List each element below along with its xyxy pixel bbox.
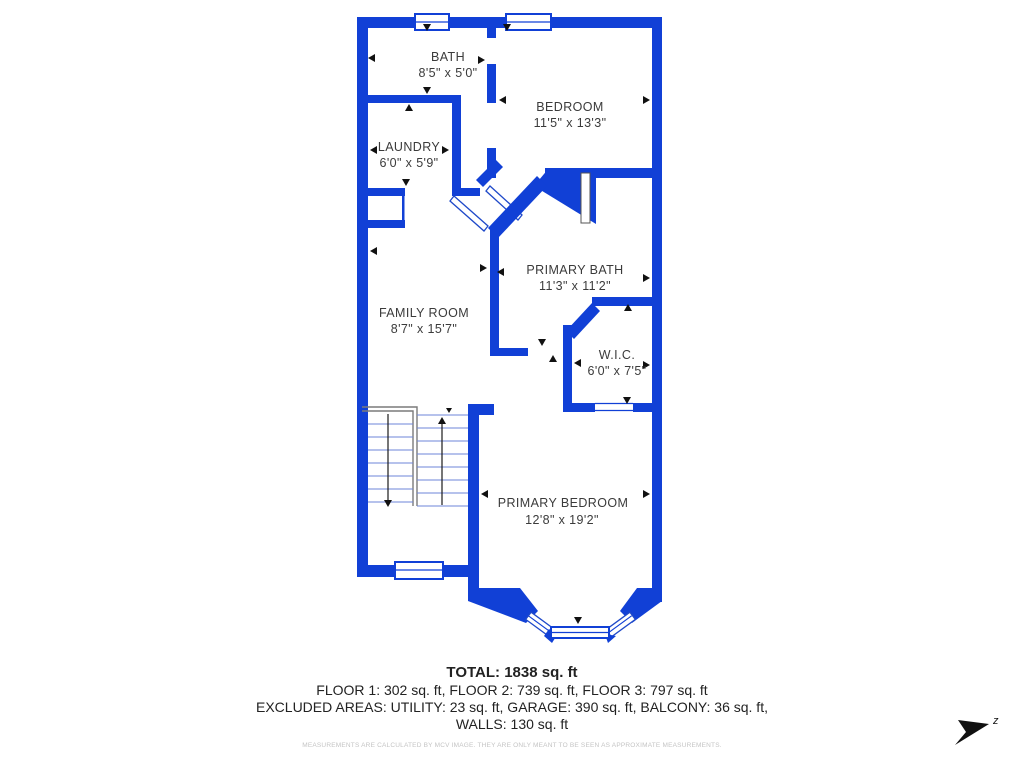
wic-door-opening [595, 402, 633, 413]
room-dims-laundry: 6'0" x 5'9" [379, 156, 439, 170]
stair-treads [368, 415, 468, 506]
room-dims-primary-bedroom: 12'8" x 19'2" [525, 513, 599, 527]
floor-areas-text: FLOOR 1: 302 sq. ft, FLOOR 2: 739 sq. ft, FLOOR 3: 797 sq. ft [316, 682, 708, 698]
wall-wic-bottom-right [633, 403, 652, 412]
wall-closet-thin [402, 196, 405, 220]
room-label-bedroom: BEDROOM [536, 100, 604, 114]
shower-door [581, 173, 590, 223]
wall-closet-bottom [357, 220, 405, 228]
wall-primary-bath-bottom [490, 348, 528, 356]
room-label-primary-bedroom: PRIMARY BEDROOM [497, 496, 629, 510]
area-summary [0, 664, 1024, 749]
excluded-areas-text: EXCLUDED AREAS: UTILITY: 23 sq. ft, GARAGE: 390 sq. ft, BALCONY: 36 sq. ft, [256, 699, 768, 715]
wall-wic-left [563, 325, 572, 410]
total-area-text: TOTAL: 1838 sq. ft [446, 664, 578, 681]
wall-bath-bottom [357, 95, 461, 103]
room-label-family-room: FAMILY ROOM [378, 306, 470, 320]
bay-window [468, 588, 662, 643]
room-label-primary-bath: PRIMARY BATH [526, 263, 624, 277]
wall-laundry-stub [452, 188, 480, 196]
wall-wic-top [592, 297, 652, 306]
room-label-bath: BATH [430, 50, 466, 64]
door-leaf-hall [450, 196, 488, 231]
room-labels [378, 50, 647, 527]
compass-direction-label: z [993, 715, 999, 727]
room-dims-family-room: 8'7" x 15'7" [390, 322, 458, 336]
room-dims-wic: 6'0" x 7'5" [587, 364, 647, 378]
wall-bath-divider-b [487, 64, 496, 103]
room-label-laundry: LAUNDRY [377, 140, 441, 154]
wall-wic-bottom-left [563, 403, 595, 412]
wall-wic-diagonal [566, 303, 600, 339]
stairs [362, 407, 468, 507]
room-label-wic: W.I.C. [598, 348, 636, 362]
wall-stairwell-right [468, 404, 479, 600]
room-dims-bath: 8'5" x 5'0" [418, 66, 478, 80]
room-dims-primary-bath: 11'3" x 11'2" [539, 279, 611, 293]
room-dims-bedroom: 11'5" x 13'3" [533, 116, 607, 130]
wall-bath-divider-a [487, 28, 496, 38]
wall-laundry-bottom [357, 188, 405, 196]
disclaimer-text: MEASUREMENTS ARE CALCULATED BY MCV IMAGE. THEY ARE ONLY MEANT TO BE SEEN AS APPROXIMATE MEASUREMENTS. [302, 742, 722, 749]
wall-right [652, 17, 662, 602]
wall-laundry-right [452, 95, 461, 188]
walls-area-text: WALLS: 130 sq. ft [455, 716, 569, 732]
wall-primary-bath-left [490, 228, 499, 356]
